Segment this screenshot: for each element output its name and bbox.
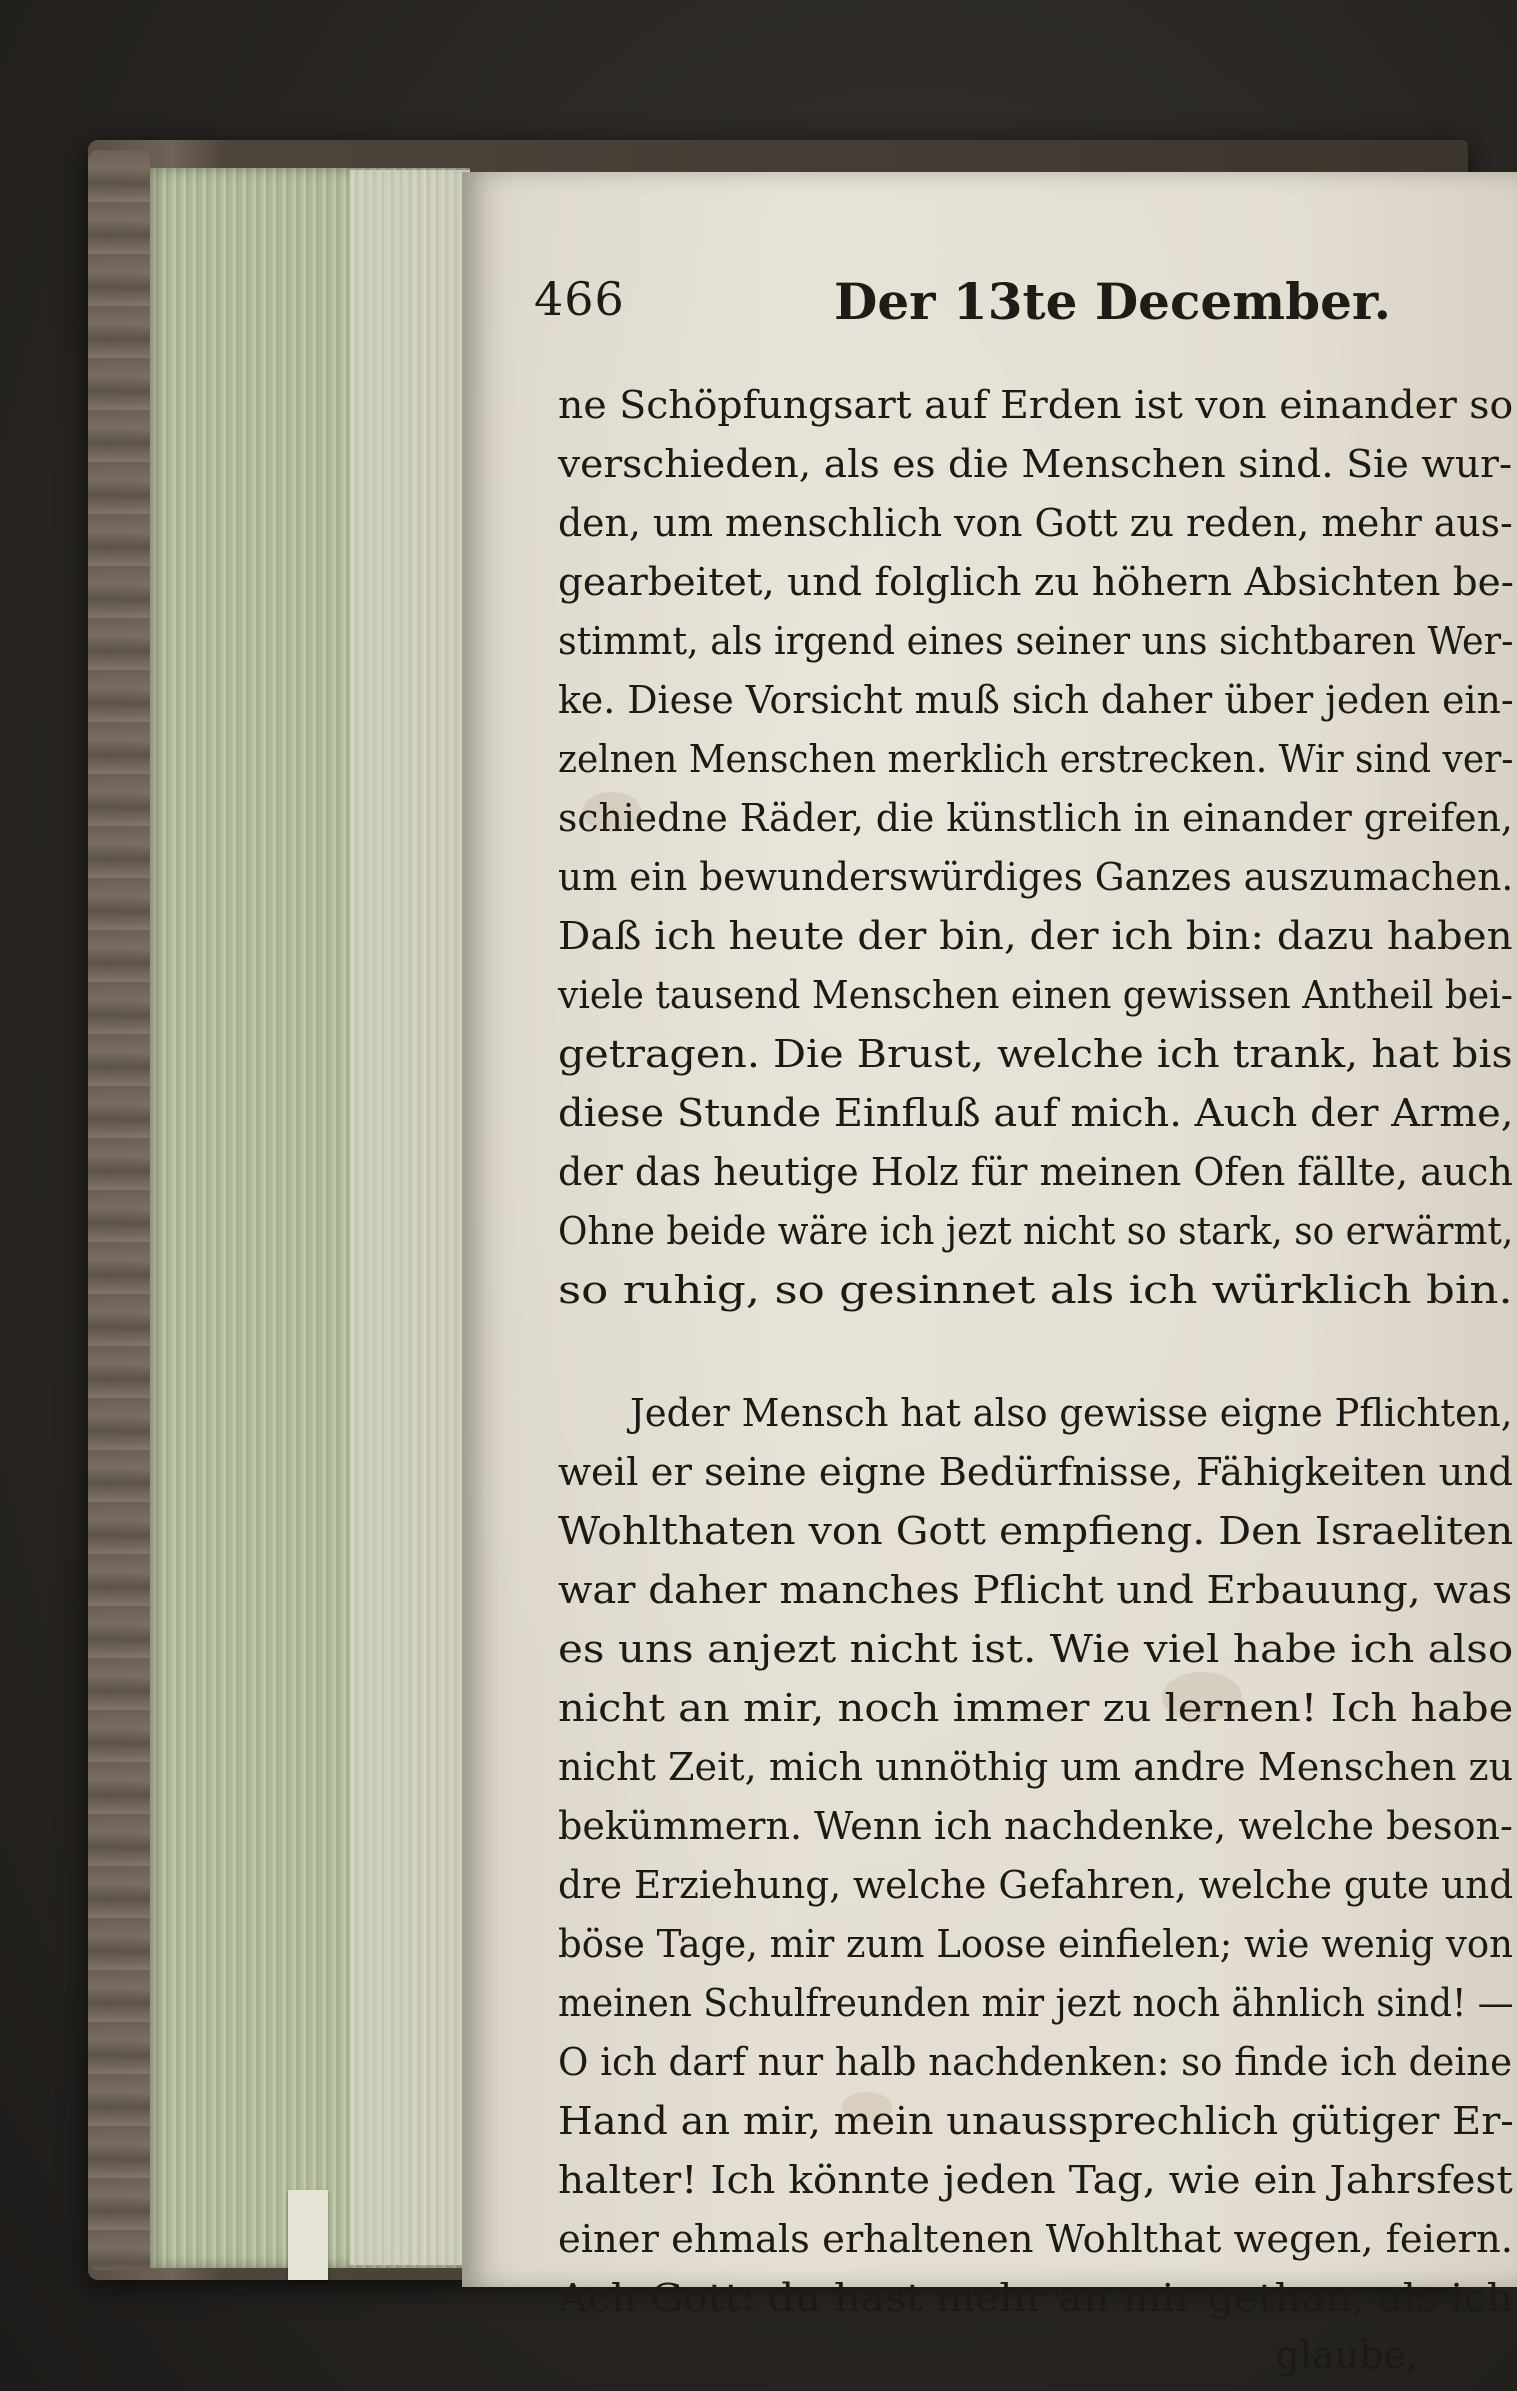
text-line: viele tausend Menschen einen gewissen Antheil bei-	[558, 973, 1513, 1017]
text-line: so ruhig, so gesinnet als ich würklich bin.	[558, 1268, 1513, 1312]
text-line: den, um menschlich von Gott zu reden, mehr aus-	[558, 501, 1513, 545]
text-line: nicht Zeit, mich unnöthig um andre Menschen zu	[558, 1745, 1514, 1789]
text-line: weil er seine eigne Bedürfnisse, Fähigkeiten und	[558, 1450, 1513, 1494]
text-line: ke. Diese Vorsicht muß sich daher über jeden ein-	[558, 678, 1514, 722]
text-line: getragen. Die Brust, welche ich trank, hat bis	[558, 1032, 1513, 1076]
text-line: bekümmern. Wenn ich nachdenke, welche beson-	[558, 1804, 1513, 1848]
text-line: dre Erziehung, welche Gefahren, welche gute und	[558, 1863, 1514, 1907]
book-spine-edge	[88, 150, 150, 2270]
text-line: verschieden, als es die Menschen sind. Sie wur-	[558, 442, 1513, 486]
text-line: Wohlthaten von Gott empfieng. Den Israeliten	[558, 1509, 1514, 1553]
text-line: einer ehmals erhaltenen Wohlthat wegen, feiern.	[558, 2217, 1513, 2261]
text-line: halter! Ich könnte jeden Tag, wie ein Jahrsfest	[558, 2158, 1513, 2202]
book-page	[462, 172, 1517, 2377]
text-line: es uns anjezt nicht ist. Wie viel habe ich also	[558, 1627, 1514, 1671]
text-line: um ein bewunderswürdiges Ganzes auszumachen.	[558, 855, 1514, 899]
text-line: diese Stunde Einfluß auf mich. Auch der Arme,	[558, 1091, 1514, 1135]
running-head: Der 13te December.	[834, 272, 1392, 331]
text-line: Ach Gott: du hast mehr an mir gethan, als ich	[558, 2276, 1514, 2320]
text-line: nicht an mir, noch immer zu lernen! Ich habe	[558, 1686, 1514, 1730]
text-line: schiedne Räder, die künstlich in einander greifen,	[558, 796, 1513, 840]
text-line: Hand an mir, mein unaussprechlich gütiger Er-	[558, 2099, 1514, 2143]
text-line: meinen Schulfreunden mir jezt noch ähnlich sind! —	[558, 1981, 1514, 2025]
text-line: war daher manches Pflicht und Erbauung, was	[558, 1568, 1513, 1612]
text-line: der das heutige Holz für meinen Ofen fällte, auch	[558, 1150, 1513, 1194]
text-line: Ohne beide wäre ich jezt nicht so stark, so erwärmt,	[558, 1209, 1514, 1253]
text-line: böse Tage, mir zum Loose einfielen; wie wenig von	[558, 1922, 1513, 1966]
paper-scrap	[288, 2190, 328, 2280]
text-line: gearbeitet, und folglich zu höhern Absichten be-	[558, 560, 1514, 604]
text-line: stimmt, als irgend eines seiner uns sichtbaren Wer-	[558, 619, 1514, 663]
page-edges-stack-light	[350, 170, 470, 2265]
text-line: Daß ich heute der bin, der ich bin: dazu haben	[558, 914, 1513, 958]
page-header	[534, 272, 1434, 342]
text-line: ne Schöpfungsart auf Erden ist von einander so	[558, 383, 1514, 427]
text-line: Jeder Mensch hat also gewisse eigne Pflichten,	[630, 1391, 1513, 1435]
text-line: O ich darf nur halb nachdenken: so finde ich deine	[558, 2040, 1513, 2084]
text-line: zelnen Menschen merklich erstrecken. Wir sind ver-	[558, 737, 1514, 781]
catchword: glaube,	[1275, 2333, 1418, 2377]
page-number: 466	[534, 272, 625, 326]
